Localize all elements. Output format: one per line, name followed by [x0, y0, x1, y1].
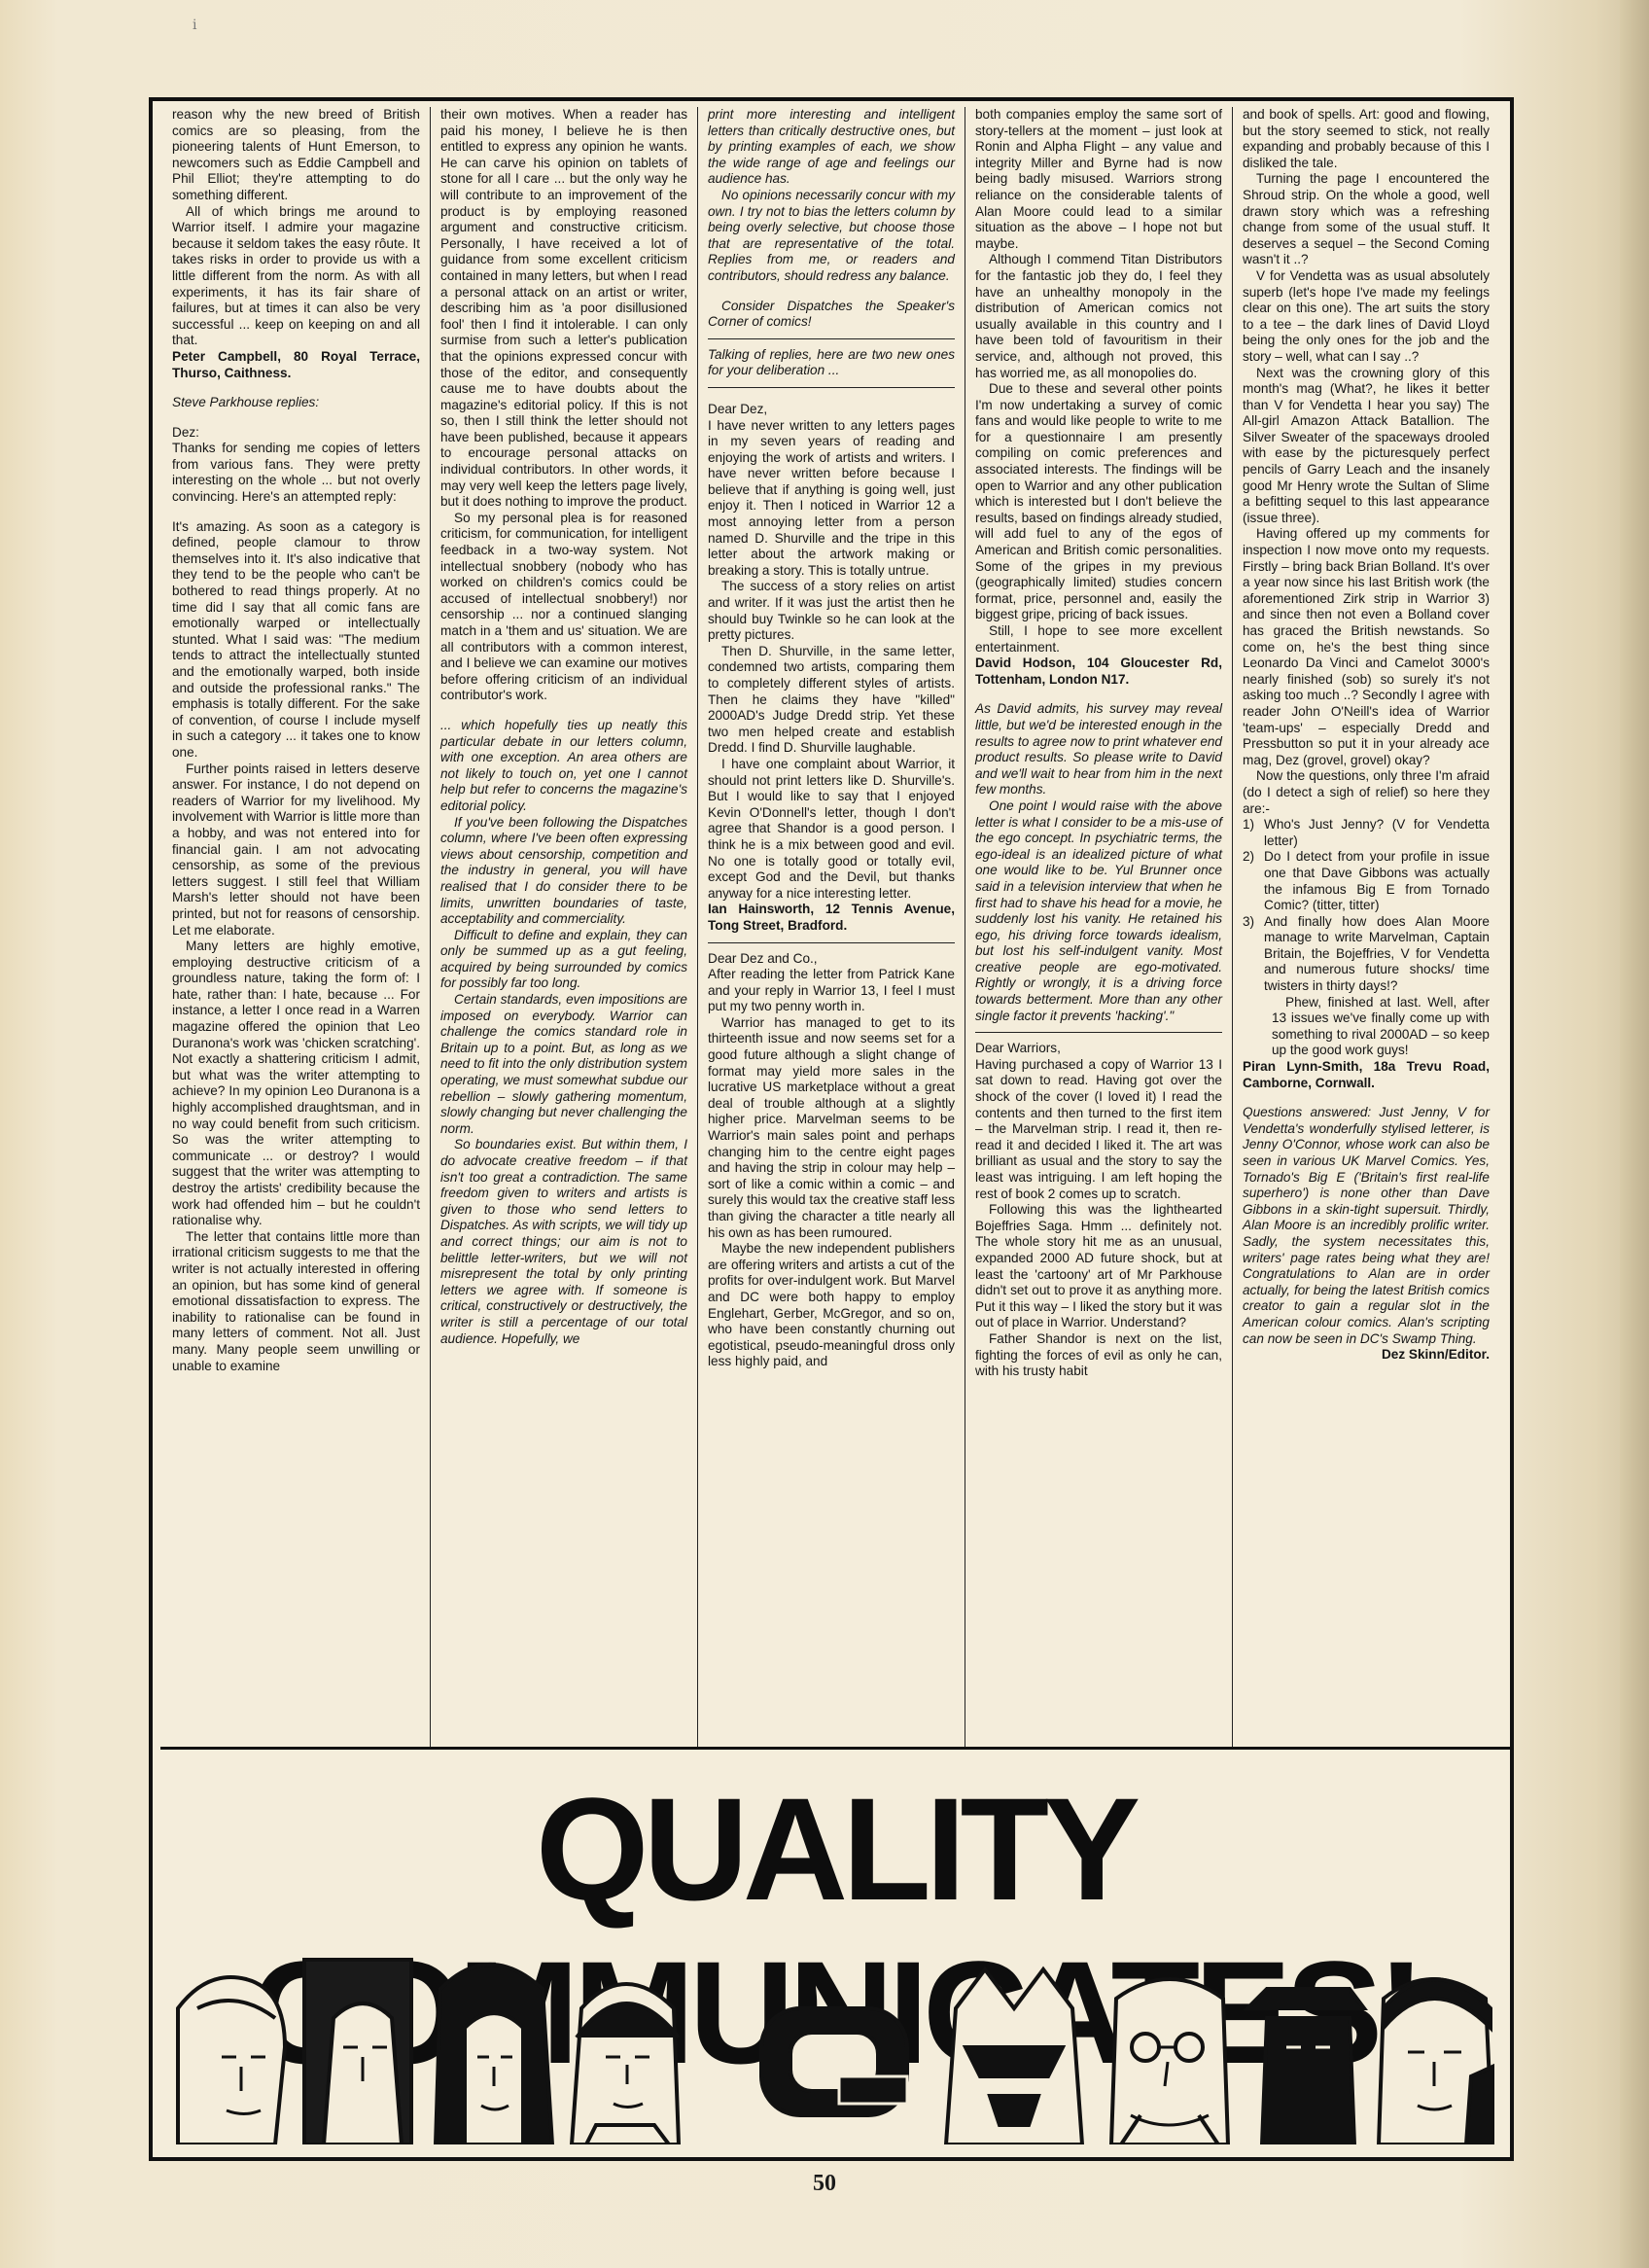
- letter-paragraph: Further points raised in letters deserve answer. For instance, I do not depend on readers of Warrior for my livelihood. My involvement with Warrior is little more than a hobby, and was not entered into for financial gain. I am not advocating censorship, as some of the previous letters suggest. I still feel that William Marsh's letter should not have been printed, but not for reasons of censorship. Let me elaborate.: [172, 761, 420, 938]
- letter-paragraph: All of which brings me around to Warrior itself. I admire your magazine because it seldom takes the easy rôute. It takes risks in order to provide us with a little different from the norm. As with all experiments, it has its fair share of failures, but at times it can also be very successful ... keep on keeping on and all that.: [172, 203, 420, 348]
- editor-signature: Dez Skinn/Editor.: [1381, 1347, 1490, 1363]
- letter-paragraph: Although I commend Titan Distributors for the fantastic job they do, I feel they have an unhealthy monopoly in the distribution of American comics not usually available in this country and I have been told of favouritism in their service, and, although not proved, this has worried me, as all monopolies do.: [975, 252, 1222, 380]
- question-number: 1): [1243, 817, 1255, 833]
- page-number: 50: [813, 2171, 836, 2196]
- salutation: Dez:: [172, 424, 199, 440]
- letter-signature: Ian Hainsworth, 12 Tennis Avenue, Tong Street, Bradford.: [708, 902, 955, 933]
- editor-paragraph: Questions answered: Just Jenny, V for Vendetta's wonderfully stylised letterer, is Jenny O'Connor, whose work can also be seen in various UK Marvel Comics. Yes, Tornado's Big E ('Britain's first real-life superhero') is none other than Dave Gibbons in a skin-tight supersuit. Thirdly, Alan Moore is an incredibly prolific writer. Sadly, the system necessitates this, writers' page rates being what they are! Congratulations to Alan are in order actually, for being the latest British comics creator to gain a regular slot in the American colour comics. Alan's scripting can now be seen in DC's Swamp Thing.: [1243, 1105, 1490, 1346]
- column-5: [1232, 107, 1499, 1747]
- divider: [708, 387, 955, 388]
- question-item: [1243, 849, 1490, 913]
- editor-paragraph: print more interesting and intelligent letters than critically destructive ones, but by printing examples of each, we show the wide range of age and feelings our audience has.: [708, 107, 955, 187]
- character-portrait-strip: [168, 1950, 1502, 2144]
- editor-paragraph: Consider Dispatches the Speaker's Corner of comics!: [708, 298, 955, 330]
- letter-paragraph: Due to these and several other points I'm now undertaking a survey of comic fans and would like people to write to me for a questionnaire I am presently compiling on comic preferences and associated interests. The findings will be open to Warrior and any other publication which is interested but I don't believe the results, based on findings already studied, will add fuel to any of the egos of American and British comic personalities. Some of the gripes in my previous (geographically limited) studies concern format, price, personnel and, easily the biggest gripe, pricing of back issues.: [975, 381, 1222, 622]
- letter-paragraph: So my personal plea is for reasoned criticism, for communication, for intelligent feedback in a two-way system. Not intellectual snobbery (nobody who has worked on children's comics could be accused of intellectual snobbery!) nor censorship ... nor a continued slanging match in a 'them and us' situation. We are all contributors with a common interest, and I believe we can examine our motives before offering criticism of an individual contributor's work.: [440, 510, 687, 703]
- letter-signature: Piran Lynn-Smith, 18a Trevu Road, Camborne, Cornwall.: [1243, 1059, 1490, 1090]
- reply-heading: Steve Parkhouse replies:: [172, 395, 320, 410]
- letter-paragraph: Maybe the new independent publishers are offering writers and artists a cut of the profits for over-indulgent work. But Marvel and DC were both happy to employ Englehart, Gerber, McGregor, and so on, who have been constantly churning out egotistical, pseudo-meaningful dross only less highly paid, and: [708, 1241, 955, 1369]
- question-text: Who's Just Jenny? (V for Vendetta letter): [1264, 817, 1490, 848]
- portrait-hunter: [304, 1960, 411, 2144]
- divider: [975, 1032, 1222, 1033]
- letter-paragraph: The success of a story relies on artist and writer. If it was just the artist then he should buy Twinkle so he can look at the pretty pictures.: [708, 579, 955, 643]
- question-list: [1243, 817, 1490, 995]
- letter-paragraph: both companies employ the same sort of story-tellers at the moment – just look at Ronin and Alpha Flight – any value and integrity Miller and Byrne had is now being badly misused. Warriors strong reliance on the considerable talents of Alan Moore could lead to a similar situation as the above – I hope not but maybe.: [975, 107, 1222, 251]
- editor-paragraph: As David admits, his survey may reveal little, but we'd be interested enough in the results to agree now to print whatever end product results. So please write to David and we'll wait to hear from him in the next few months.: [975, 701, 1222, 797]
- editor-reply: [440, 718, 687, 1347]
- letter-paragraph: reason why the new breed of British comics are so pleasing, from the pioneering talents of Hunt Emerson, to newcomers such as Eddie Campbell and Phil Elliot; they're attempting to do something different.: [172, 107, 420, 202]
- portrait-robot: [946, 1969, 1082, 2144]
- divider: [708, 338, 955, 339]
- letter-paragraph: their own motives. When a reader has paid his money, I believe he is then entitled to express any opinion he wants. He can carve his opinion on tablets of stone for all I care ... but the only way he will contribute to an improvement of the product is by employing reasoned argument and constructive criticism. Personally, I have received a lot of guidance from some excellent criticism contained in many letters, but when I read a personal attack on an artist or writer, describing him as 'a poor disillusioned fool' then I find it intolerable. I can only surmise from such a letter's publication that the opinions expressed concur with those of the editor, and consequently cause me to have doubts about the magazine's editorial policy. If this is not so, then I still think the letter should not have been published, because it appears to encourage personal attacks on individual contributors. In other words, it may very well keep the letters page lively, but it does nothing to improve the product.: [440, 107, 687, 510]
- letter-paragraph: The letter that contains little more than irrational criticism suggests to me that the writer is not actually interested in offering an opinion, but has some kind of general emotional dissatisfaction to express. The inability to rationalise can be found in many letters of comment. Not all. Just many. Many people seem unwilling or unable to examine: [172, 1228, 420, 1373]
- question-item: [1243, 914, 1490, 995]
- editor-paragraph: So boundaries exist. But within them, I do advocate creative freedom – if that isn't too great a contradiction. The same freedom given to writers and artists is given to those who send letters to Dispatches. As with scripts, we will tidy up and correct things; our aim is not to belittle letter-writers, but we will not misrepresent the total by only printing letters we agree with. If someone is critical, constructively or destructively, the writer is still a percentage of our total audience. Hopefully, we: [440, 1137, 687, 1346]
- letter-paragraph: Many letters are highly emotive, employing destructive criticism of a groundless nature, taking the form of: I hate, rather than: I hate, because ... For instance, a letter I once read in a Warren magazine offered the opinion that Leo Duranona's work was 'chicken scratching'. Not exactly a shattering criticism I admit, but what was the writer attempting to achieve? In my opinion Leo Duranona is a highly accomplished draughtsman, and in no way could benefit from such criticism. So was the writer attempting to communicate ... or destroy? I would suggest that the writer was attempting to destroy the artists' credibility because the work had offended him – but he couldn't rationalise why.: [172, 939, 420, 1228]
- column-2: [430, 107, 697, 1747]
- editor-reply: [708, 107, 955, 379]
- editor-paragraph: ... which hopefully ties up neatly this particular debate in our letters column, with one exception. An area others are not likely to touch on, yet one I cannot help but refer to concerns the magazine's editorial policy.: [440, 717, 687, 813]
- editor-paragraph: Certain standards, even impositions are imposed on everybody. Warrior can challenge the comics standard role in Britain up to a point. But, as long as we need to fit into the only distribution system operating, we must somewhat subdue our rebellion – slowly gathering momentum, slowly changing but never challenging the norm.: [440, 992, 687, 1136]
- letter-paragraph: Father Shandor is next on the list, fighting the forces of evil as only he can, with his trusty habit: [975, 1330, 1222, 1379]
- quality-communicates-advert: [160, 1747, 1510, 2158]
- editor-paragraph: If you've been following the Dispatches column, where I've been often expressing views about censorship, competition and the industry in general, you will have realised that I do consider there to be limits, unwritten boundaries of taste, acceptability and commerciality.: [440, 814, 687, 927]
- question-number: 3): [1243, 913, 1255, 929]
- editor-paragraph: One point I would raise with the above letter is what I consider to be a mis-use of the ego concept. In psychiatric terms, the ego-ideal is an idealized picture of what one would like to be. Yul Brunner once said in a television interview that when he first had to shave his head for a movie, he suddenly lost his vanity. He retained his ego, his driving force towards idealism, but lost his self-indulgent vanity. Most creative people are ego-motivated. Rightly or wrongly, it is a driving force towards betterment. More than any other single factor it prevents 'hacking'.": [975, 797, 1222, 1023]
- letter-paragraph: and book of spells. Art: good and flowing, but the story seemed to stick, not really expanding and probably because of this I disliked the tale.: [1243, 107, 1490, 170]
- editor-paragraph: No opinions necessarily concur with my own. I try not to bias the letters column by being overly selective, but choose those that are representative of the total. Replies from me, or readers and contributors, should redress any balance.: [708, 187, 955, 283]
- letter-paragraph: Turning the page I encountered the Shroud strip. On the whole a good, well drawn story which was a refreshing change from some of the usual stuff. It deserves a sequel – the Second Coming wasn't it ..?: [1243, 171, 1490, 267]
- portrait-hooded: [436, 1965, 552, 2144]
- q-logo: [761, 2008, 907, 2115]
- editor-paragraph: Difficult to define and explain, they can only be summed up as a gut feeling, acquired by being surrounded by comics for possibly far too long.: [440, 927, 687, 991]
- letter-paragraph: Phew, finished at last. Well, after 13 issues we've finally come up with something to rival 2000AD – so keep up the good work guys!: [1272, 994, 1490, 1058]
- portrait-dark-hero: [1379, 1979, 1492, 2144]
- letter-signature: Peter Campbell, 80 Royal Terrace, Thurso, Caithness.: [172, 348, 420, 380]
- letter-paragraph: Warrior has managed to get to its thirteenth issue and now seems set for a good future although a slight change of format may yield more sales in the lucrative US marketplace without a great deal of trouble although at a slightly higher price. Marvelman seems to be Warrior's main sales point and perhaps changing him to the centre eight pages and having the strip in colour may help – sort of like a comic within a comic – and surely this would tax the creative staff less than giving the character a title nearly all his own as has been rumoured.: [708, 1014, 955, 1240]
- letter-paragraph: Still, I hope to see more excellent entertainment.: [975, 623, 1222, 655]
- question-text: And finally how does Alan Moore manage to write Marvelman, Captain Britain, the Bojeffries, V for Vendetta and numerous future shocks/ time twisters in thirty days!?: [1264, 913, 1490, 994]
- letter-paragraph: Having offered up my comments for inspection I now move onto my requests. Firstly – bring back Brian Bolland. It's over a year now since his last British work (the aforementioned Zirk strip in Warrior 3) and since then not even a Bolland cover has graced the British newstands. So come on, he's the best thing since Leonardo Da Vinci and Camelot 3000's nearly finished (sob) so surely it's not asking too much ..? Secondly I agree with reader John O'Neill's idea of Warrior 'team-ups' – especially Dredd and Pressbutton so put it in your already ace mag, Dez (grovel, grovel) okay?: [1243, 526, 1490, 767]
- portrait-woman: [572, 1984, 679, 2144]
- portrait-cowboy: [1247, 1989, 1364, 2144]
- letter-paragraph: Next was the crowning glory of this month's mag (What?, he likes it better than V for Vendetta I hear you say) The All-girl Amazon Attack Batallion. The Silver Sweater of the spaceways drooled with ease by the picturesquely perfect pencils of Garry Leach and the insanely good Mr Henry wrote the Sultan of Slime a befitting sequel to this last appearance (issue three).: [1243, 365, 1490, 525]
- divider: [708, 942, 955, 943]
- portrait-hero-1: [178, 1977, 285, 2144]
- letter-paragraph: I have never written to any letters pages in my seven years of reading and enjoying the work of artists and writers. I have never written before because I believe that if anything is going well, just enjoy it. Then I noticed in Warrior 12 a most annoying letter from a person named D. Shurville and the tripe in this letter about the artwork making or breaking a story. This is totally untrue.: [708, 417, 955, 578]
- letter-paragraph: I have one complaint about Warrior, it should not print letters like D. Shurville's. But I would like to say that I enjoyed Kevin O'Donnell's letter, though I don't agree that Shandor is a good person. I think he is a mix between good and evil. No one is totally good or totally evil, except God and the Devil, but thanks anyway for a nice interesting letter.: [708, 756, 955, 901]
- portrait-old-man: [1111, 1979, 1228, 2144]
- editor-paragraph: Talking of replies, here are two new ones for your deliberation ...: [708, 346, 955, 378]
- binding-edge: [1620, 0, 1649, 2268]
- letter-paragraph: Then D. Shurville, in the same letter, condemned two artists, comparing them to completely different styles of artists. Then he claims they have "killed" 2000AD's Judge Dredd strip. Yet these two men helped create and establish Dredd. I find D. Shurville laughable.: [708, 643, 955, 756]
- letter-paragraph: Having purchased a copy of Warrior 13 I sat down to read. Having got over the shock of the cover (I loved it) I read the contents and then turned to the first item – the Marvelman strip. I read it, then re-read it and decided I liked it. The art was brilliant as usual and the story to say the least was intriguing. I am left hoping the rest of book 2 comes up to scratch.: [975, 1056, 1222, 1201]
- column-4: [965, 107, 1232, 1747]
- letter-paragraph: Following this was the lighthearted Bojeffries Saga. Hmm ... definitely not. The whole story hit me as an unusual, expanded 2000 AD future shock, but at least the 'cartoony' art of Mr Parkhouse didn't set out to prove it as anything more. Put it this way – I liked the story but it was out of place in Warrior. Understand?: [975, 1202, 1222, 1330]
- letter-paragraph: V for Vendetta was as usual absolutely superb (let's hope I've made my feelings clear on this one). The art suits the story to a tee – the dark lines of David Lloyd being the only ones for the job and the story – well, what can I say ..?: [1243, 267, 1490, 364]
- salutation: Dear Warriors,: [975, 1041, 1061, 1056]
- question-item: [1243, 817, 1490, 849]
- corner-mark: ⅰ: [193, 18, 197, 33]
- column-3: [697, 107, 965, 1747]
- letter-signature: David Hodson, 104 Gloucester Rd, Tottenham, London N17.: [975, 656, 1222, 687]
- letter-paragraph: Thanks for sending me copies of letters from various fans. They were pretty interesting on the whole ... but not overly convincing. Here's an attempted reply:: [172, 441, 420, 505]
- question-text: Do I detect from your profile in issue one that Dave Gibbons was actually the infamous Big E from Tornado Comic? (titter, titter): [1264, 849, 1490, 913]
- letter-paragraph: After reading the letter from Patrick Kane and your reply in Warrior 13, I feel I must put my two penny worth in.: [708, 967, 955, 1014]
- question-number: 2): [1243, 849, 1255, 865]
- advert-headline: QUALITY: [535, 1767, 1136, 1931]
- editor-reply: [975, 701, 1222, 1024]
- letter-paragraph: It's amazing. As soon as a category is defined, people clamour to throw themselves into it. It's also indicative that they tend to be the people who can't be bothered to read things properly. At no time did I say that all comic fans are emotionally warped or intellectually stunted. What I said was: "The medium tends to attract the intellectually stunted and the emotionally warped, both inside and outside the professional ranks." The emphasis is totally different. For the sake of convention, of course I include myself in such a category ... it takes one to know one.: [172, 518, 420, 760]
- page-frame: [149, 97, 1514, 2161]
- column-1: [162, 107, 430, 1747]
- letters-columns: [162, 107, 1500, 1747]
- editor-reply: [1243, 1105, 1490, 1347]
- letter-paragraph: Now the questions, only three I'm afraid (do I detect a sigh of relief) so here they are:-: [1243, 768, 1490, 816]
- salutation: Dear Dez,: [708, 401, 768, 416]
- salutation: Dear Dez and Co.,: [708, 950, 818, 966]
